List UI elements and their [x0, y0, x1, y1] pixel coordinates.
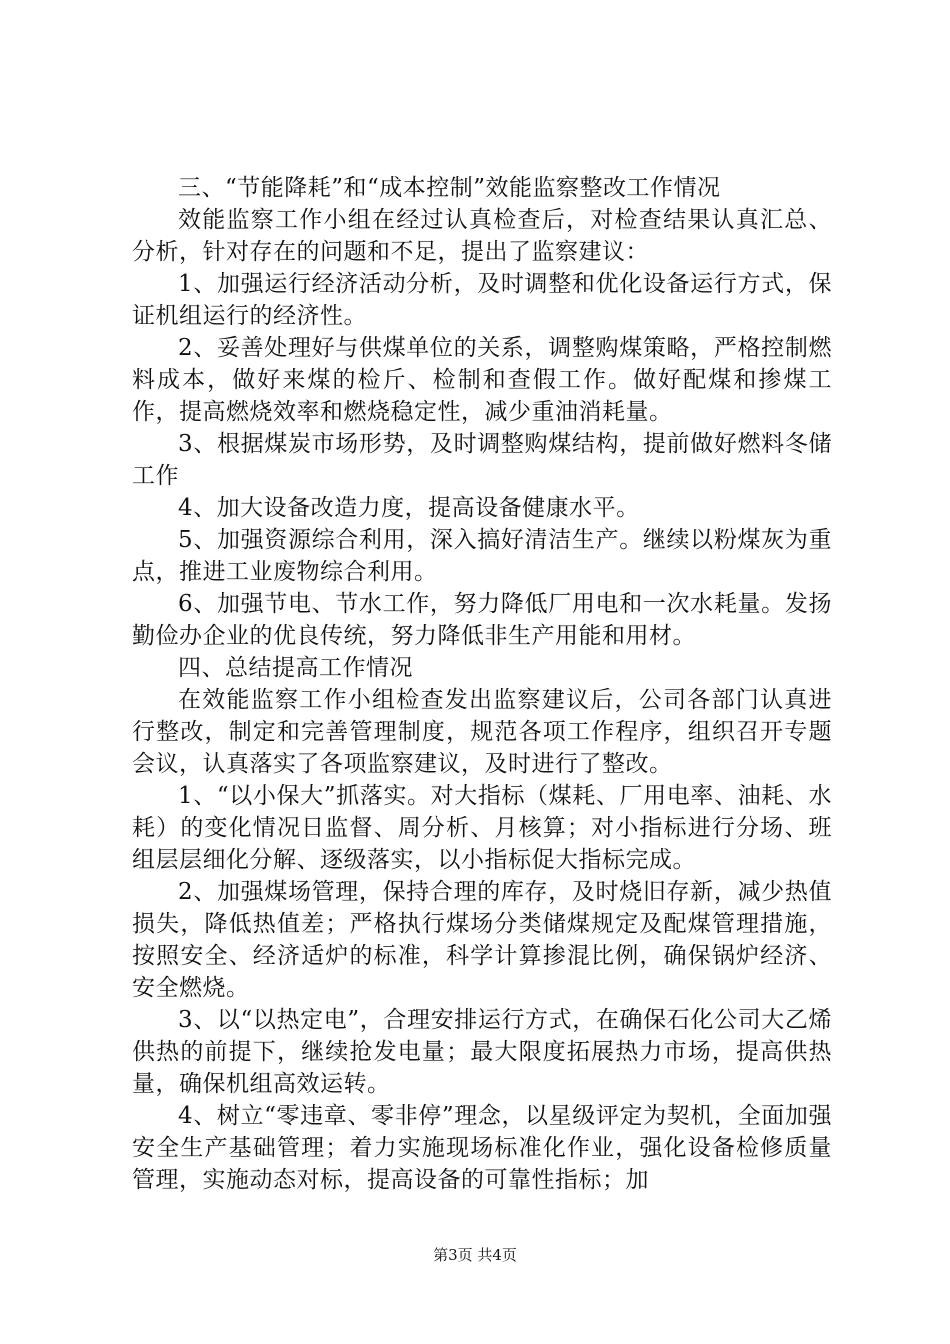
paragraph-summary: 在效能监察工作小组检查发出监察建议后，公司各部门认真进行整改，制定和完善管理制度，规范各项工作程序，组织召开专题会议，认真落实了各项监察建议，及时进行了整改。 — [132, 687, 832, 777]
document-body — [132, 172, 832, 1196]
section-heading-3: 三、“节能降耗”和“成本控制”效能监察整改工作情况 — [178, 175, 721, 201]
page-number-footer: 第3页 共4页 — [433, 1246, 517, 1264]
suggestion-item-6: 6、加强节电、节水工作，努力降低厂用电和一次水耗量。发扬勤俭办企业的优良传统，努力降低非生产用能和用材。 — [132, 591, 832, 649]
measure-item-1: 1、“以小保大”抓落实。对大指标（煤耗、厂用电率、油耗、水耗）的变化情况日监督、周分析、月核算；对小指标进行分场、班组层层细化分解、逐级落实，以小指标促大指标完成。 — [132, 783, 832, 873]
section-heading-4: 四、总结提高工作情况 — [178, 655, 413, 681]
suggestion-item-3: 3、根据煤炭市场形势，及时调整购煤结构，提前做好燃料冬储工作 — [132, 431, 832, 489]
measure-item-4: 4、树立“零违章、零非停”理念，以星级评定为契机，全面加强安全生产基础管理；着力实施现场标准化作业，强化设备检修质量管理，实施动态对标，提高设备的可靠性指标；加 — [132, 1103, 832, 1193]
paragraph-intro: 效能监察工作小组在经过认真检查后，对检查结果认真汇总、分析，针对存在的问题和不足，提出了监察建议： — [132, 207, 832, 265]
suggestion-item-4: 4、加大设备改造力度，提高设备健康水平。 — [178, 495, 640, 521]
measure-item-2: 2、加强煤场管理，保持合理的库存，及时烧旧存新，减少热值损失，降低热值差；严格执行煤场分类储煤规定及配煤管理措施，按照安全、经济适炉的标准，科学计算掺混比例，确保锅炉经济、安全燃烧。 — [132, 879, 832, 1001]
suggestion-item-2: 2、妥善处理好与供煤单位的关系，调整购煤策略，严格控制燃料成本，做好来煤的检斤、检制和查假工作。做好配煤和掺煤工作，提高燃烧效率和燃烧稳定性，减少重油消耗量。 — [132, 335, 832, 425]
suggestion-item-1: 1、加强运行经济活动分析，及时调整和优化设备运行方式，保证机组运行的经济性。 — [132, 271, 832, 329]
measure-item-3: 3、以“以热定电”，合理安排运行方式，在确保石化公司大乙烯供热的前提下，继续抢发电量；最大限度拓展热力市场，提高供热量，确保机组高效运转。 — [132, 1007, 832, 1097]
suggestion-item-5: 5、加强资源综合利用，深入搞好清洁生产。继续以粉煤灰为重点，推进工业废物综合利用。 — [132, 527, 832, 585]
